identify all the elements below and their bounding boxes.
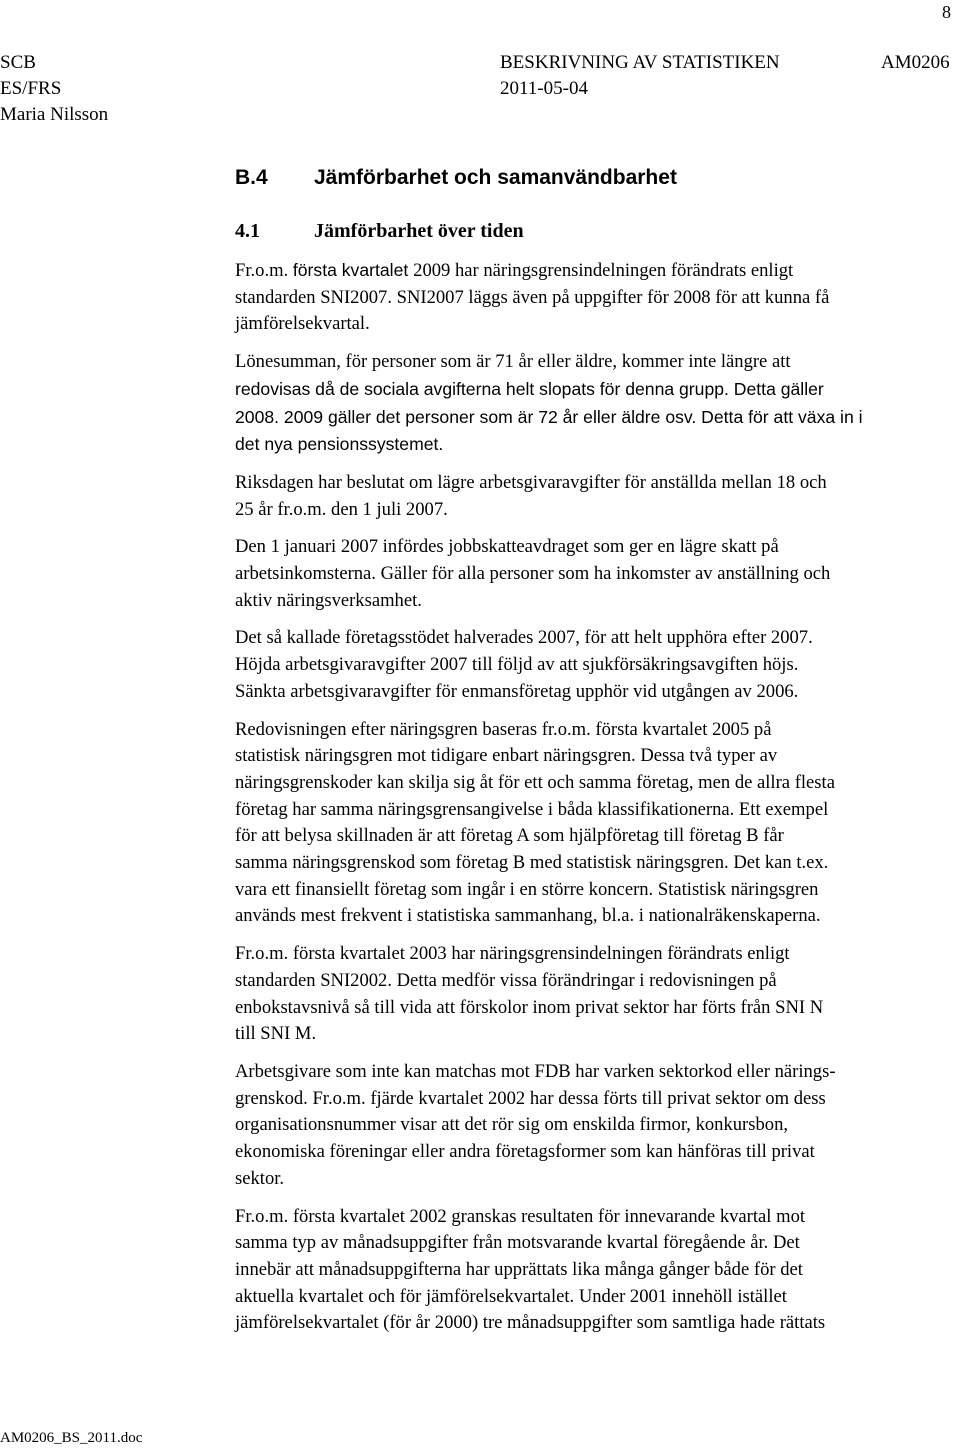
text-segment: aktiv näringsverksamhet. <box>235 589 422 611</box>
paragraph <box>235 1059 960 1193</box>
text-segment: statistisk näringsgren mot tidigare enbart näringsgren. Dessa två typer av <box>235 745 778 767</box>
text-segment: vara ett finansiellt företag som ingår i en större koncern. Statistisk näringsgren <box>235 878 819 900</box>
text-segment: näringsgrenskoder kan skilja sig åt för ett och samma företag, men de allra flesta <box>235 771 835 793</box>
text-line <box>235 561 960 588</box>
text-line <box>235 349 960 376</box>
section-heading <box>235 166 677 190</box>
text-segment: för att belysa skillnaden är att företag A som hjälpföretag till företag B får <box>235 825 784 847</box>
text-segment: första kvartalet <box>292 260 414 280</box>
paragraph <box>235 625 960 705</box>
text-line <box>235 1112 960 1139</box>
paragraph <box>235 257 960 338</box>
header-right <box>881 50 950 76</box>
text-segment: aktuella kvartalet och för jämförelsekvartalet. Under 2001 innehöll istället <box>235 1285 787 1307</box>
text-segment: arbetsinkomsterna. Gäller för alla personer som ha inkomster av anställning och <box>235 563 831 585</box>
page-number: 8 <box>942 2 951 22</box>
text-line <box>235 431 960 459</box>
text-segment: Arbetsgivare som inte kan matchas mot FDB har varken sektorkod eller närings- <box>235 1060 836 1082</box>
text-line <box>235 534 960 561</box>
text-segment: sektor. <box>235 1167 285 1189</box>
text-segment: 2009 har näringsgrensindelningen förändrats enligt <box>413 260 794 281</box>
text-segment: jämförelsekvartal. <box>235 313 370 335</box>
paragraph <box>235 470 960 523</box>
text-segment: enbokstavsnivå så till vida att förskolor inom privat sektor har förts från SNI N <box>235 996 824 1018</box>
text-segment: standarden SNI2007. SNI2007 läggs även på uppgifter för 2008 för att kunna få <box>235 286 830 308</box>
header-date: 2011-05-04 <box>500 78 588 99</box>
text-line <box>235 311 960 338</box>
text-line <box>235 1166 960 1193</box>
text-segment: Höjda arbetsgivaravgifter 2007 till följd av att sjukförsäkringsavgiften höjs. <box>235 654 799 676</box>
text-line <box>235 404 960 432</box>
text-segment: företag har samma näringsgrensangivelse i båda klassifikationerna. Ett exempel <box>235 798 829 820</box>
header-doc-code: AM0206 <box>881 52 950 73</box>
text-segment: Fr.o.m. första kvartalet 2003 har näringsgrensindelningen förändrats enligt <box>235 943 790 965</box>
text-segment: Riksdagen har beslutat om lägre arbetsgivaravgifter för anställda mellan 18 och <box>235 471 827 493</box>
text-segment: Lönesumman, för personer som är 71 år eller äldre, kommer inte längre att <box>235 351 791 373</box>
text-line <box>235 588 960 615</box>
text-line <box>235 903 960 930</box>
text-line <box>235 1021 960 1048</box>
text-line <box>235 877 960 904</box>
header-middle <box>500 50 780 102</box>
text-line <box>235 1310 960 1337</box>
text-segment: ekonomiska föreningar eller andra företagsformer som kan hänföras till privat <box>235 1141 815 1163</box>
header-org: SCB <box>0 52 36 73</box>
text-line <box>235 717 960 744</box>
text-segment: Det så kallade företagsstödet halverades 2007, för att helt upphöra efter 2007. <box>235 627 813 649</box>
text-segment: används mest frekvent i statistiska sammanhang, bl.a. i nationalräkenskaperna. <box>235 905 821 927</box>
text-line <box>235 1204 960 1231</box>
text-line <box>235 1139 960 1166</box>
header-doc-title: BESKRIVNING AV STATISTIKEN <box>500 52 780 73</box>
text-line <box>235 470 960 497</box>
text-segment: innebär att månadsuppgifterna har upprättats lika många gånger både för det <box>235 1258 803 1280</box>
text-line <box>235 1257 960 1284</box>
text-line <box>235 770 960 797</box>
text-segment: grenskod. Fr.o.m. fjärde kvartalet 2002 har dessa förts till privat sektor om dess <box>235 1087 826 1109</box>
text-segment: Den 1 januari 2007 infördes jobbskatteavdraget som ger en lägre skatt på <box>235 536 779 558</box>
text-segment: redovisas då de sociala avgifterna helt slopats för denna grupp. Detta gäller <box>235 378 824 399</box>
header-left <box>0 50 108 128</box>
text-line <box>235 797 960 824</box>
header-author: Maria Nilsson <box>0 104 109 125</box>
text-line <box>235 652 960 679</box>
header-department: ES/FRS <box>0 78 62 99</box>
subsection-title: Jämförbarhet över tiden <box>314 220 524 242</box>
paragraph <box>235 534 960 614</box>
text-line <box>235 679 960 706</box>
paragraph <box>235 717 960 931</box>
paragraph <box>235 349 960 459</box>
text-segment: Sänkta arbetsgivaravgifter för enmansföretag upphör vid utgången av 2006. <box>235 680 799 702</box>
subsection-number: 4.1 <box>235 220 260 242</box>
text-line <box>235 1284 960 1311</box>
text-line <box>235 941 960 968</box>
footer-filename: AM0206_BS_2011.doc <box>0 1430 143 1446</box>
text-segment: till SNI M. <box>235 1023 317 1045</box>
text-segment: Fr.o.m. <box>235 260 293 281</box>
text-segment: Redovisningen efter näringsgren baseras fr.o.m. första kvartalet 2005 på <box>235 718 772 740</box>
text-line <box>235 823 960 850</box>
text-line <box>235 497 960 524</box>
text-segment: 25 år fr.o.m. den 1 juli 2007. <box>235 498 448 520</box>
text-segment: jämförelsekvartalet (för år 2000) tre månadsuppgifter som samtliga hade rättats <box>235 1312 826 1334</box>
text-line <box>235 257 960 285</box>
text-line <box>235 743 960 770</box>
text-segment: standarden SNI2002. Detta medför vissa förändringar i redovisningen på <box>235 969 777 991</box>
text-line <box>235 285 960 312</box>
text-segment: samma näringsgrenskod som företag B med statistisk näringsgren. Det kan t.ex. <box>235 852 829 874</box>
text-segment: 2008. 2009 gäller det personer som är 72 år eller äldre osv. Detta för att växa in i <box>235 406 863 427</box>
paragraph <box>235 941 960 1048</box>
paragraph <box>235 1204 960 1338</box>
text-segment: Fr.o.m. första kvartalet 2002 granskas resultaten för innevarande kvartal mot <box>235 1205 806 1227</box>
text-segment: samma typ av månadsuppgifter från motsvarande kvartal föregående år. Det <box>235 1232 800 1254</box>
text-line <box>235 376 960 404</box>
section-title: Jämförbarhet och samanvändbarhet <box>314 166 677 189</box>
section-number: B.4 <box>235 166 268 189</box>
text-line <box>235 1230 960 1257</box>
text-line <box>235 850 960 877</box>
text-segment: organisationsnummer visar att det rör sig om enskilda firmor, konkursbon, <box>235 1114 789 1136</box>
body-text <box>235 257 960 1348</box>
text-line <box>235 995 960 1022</box>
text-segment: det nya pensionssystemet. <box>235 434 444 455</box>
text-line <box>235 625 960 652</box>
text-line <box>235 1059 960 1086</box>
text-line <box>235 1086 960 1113</box>
subsection-heading <box>235 220 524 243</box>
text-line <box>235 968 960 995</box>
